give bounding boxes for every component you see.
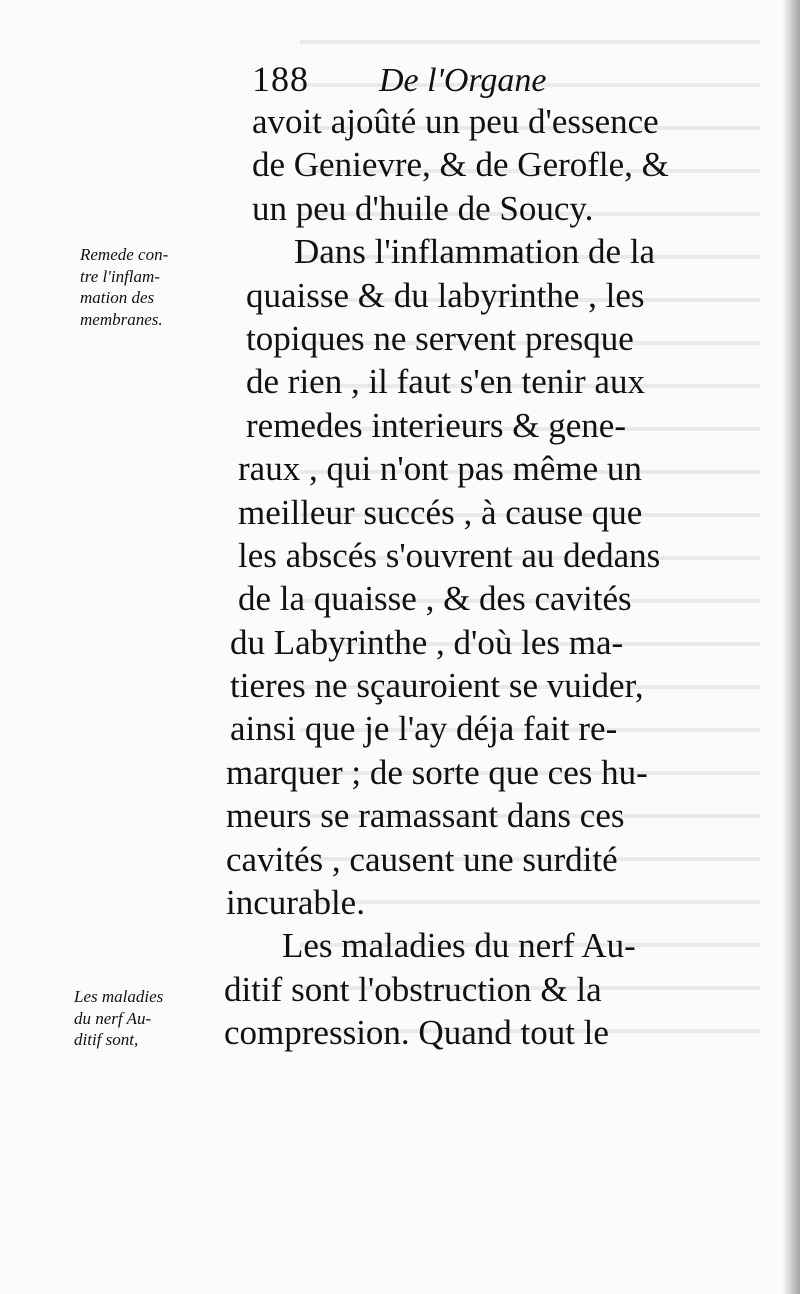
text-line: ainsi que je l'ay déja fait re- bbox=[230, 709, 618, 749]
margin-note-line: tre l'inflam- bbox=[80, 266, 160, 286]
text-line: avoit ajoûté un peu d'essence bbox=[252, 102, 659, 141]
margin-note-line: ditif sont, bbox=[74, 1030, 139, 1049]
page-edge-shadow bbox=[782, 0, 800, 1294]
page-number: 188 bbox=[252, 59, 309, 99]
text-line: de Genievre, & de Gerofle, & bbox=[252, 145, 669, 185]
running-head bbox=[252, 58, 612, 102]
margin-note-remedy bbox=[80, 244, 210, 330]
text-line: incurable. bbox=[226, 883, 365, 923]
margin-note-line: Les maladies bbox=[74, 987, 164, 1006]
margin-note-line: Remede con- bbox=[80, 245, 169, 264]
text-line: remedes interieurs & gene- bbox=[246, 405, 626, 445]
text-line: les abscés s'ouvrent au dedans bbox=[238, 535, 661, 575]
text-line: meilleur succés , à cause que bbox=[238, 492, 643, 532]
text-line: cavités , causent une surdité bbox=[226, 839, 618, 879]
text-line: marquer ; de sorte que ces hu- bbox=[226, 752, 648, 792]
text-line: un peu d'huile de Soucy. bbox=[252, 188, 594, 228]
text-line: Dans l'inflammation de la bbox=[294, 232, 656, 272]
text-line: ditif sont l'obstruction & la bbox=[224, 969, 602, 1009]
running-title: De l'Organe bbox=[379, 62, 547, 99]
margin-note-maladies bbox=[74, 986, 214, 1051]
text-line: tieres ne sçauroient se vuider, bbox=[230, 666, 644, 706]
text-line: meurs se ramassant dans ces bbox=[226, 796, 625, 836]
body-text bbox=[224, 100, 764, 1055]
margin-note-line: membranes. bbox=[80, 309, 163, 329]
text-line: topiques ne servent presque bbox=[246, 318, 634, 358]
text-line: compression. Quand tout le bbox=[224, 1013, 609, 1053]
text-line: de rien , il faut s'en tenir aux bbox=[246, 362, 645, 402]
margin-note-line: du nerf Au- bbox=[74, 1008, 152, 1028]
text-line: Les maladies du nerf Au- bbox=[282, 926, 636, 966]
text-line: de la quaisse , & des cavités bbox=[238, 579, 632, 619]
text-line: raux , qui n'ont pas même un bbox=[238, 449, 642, 489]
text-line: du Labyrinthe , d'où les ma- bbox=[230, 622, 624, 662]
margin-note-line: mation des bbox=[80, 288, 155, 307]
text-line: quaisse & du labyrinthe , les bbox=[246, 275, 645, 315]
